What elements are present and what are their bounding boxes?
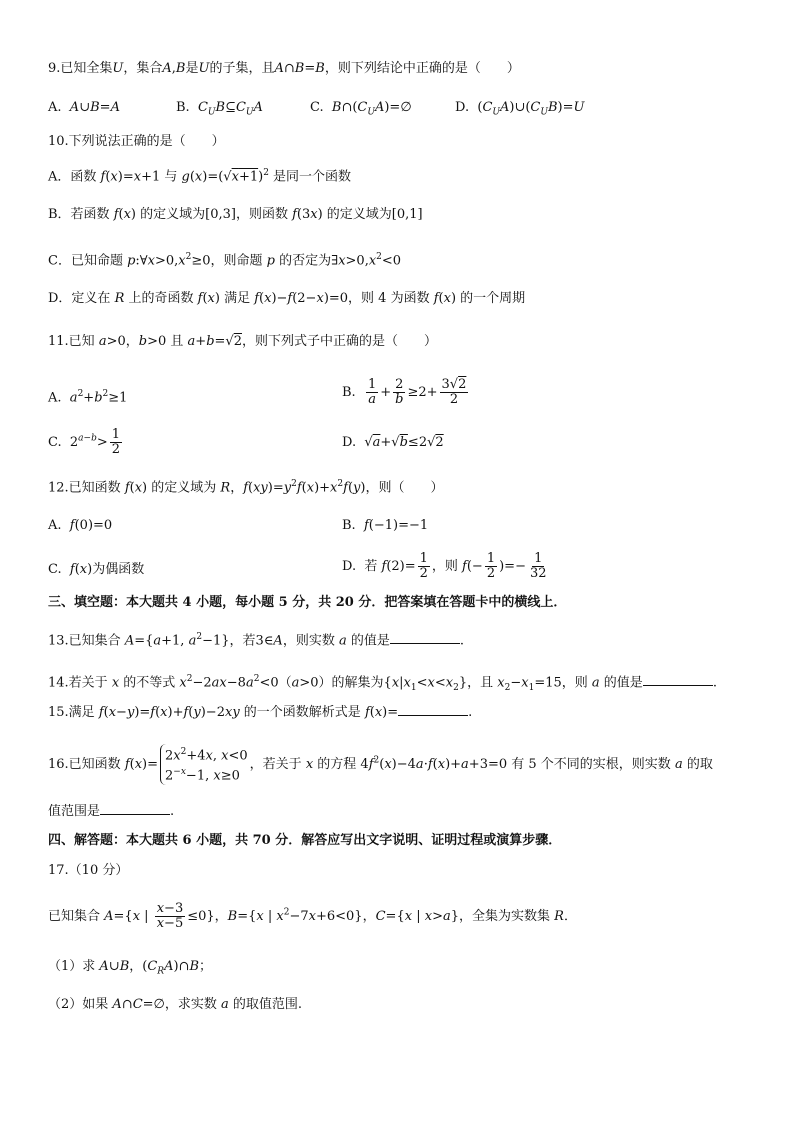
q12-option-c: C. f(x)为偶函数 [48,562,145,577]
q16-cont: 值范围是 . [48,804,175,819]
q17-part1: （1）求 A∪B，$(C_RA)\cap B$； [48,959,213,977]
q9-option-b: B. $C_UB⊆C_UA$ [176,100,263,118]
q11-option-a: A. $a^2+b^2\ge 1$ [48,389,128,406]
q12-option-b: B. f(−1)=−1 [342,518,429,533]
section-4-heading: 四、解答题：本大题共 6 小题，共 70 分．解答应写出文字说明、证明过程或演算步骤． [48,833,562,848]
q10-stem: 10.下列说法正确的是（ ） [48,134,225,149]
q14: 14.若关于 x 的不等式 $x^2-2ax-8a^2<0(a>0)$的解集为$\{x|x_1<x<x_2\}$，且 $x_2-x_1=15$，则 a 的值是 . [48,674,717,693]
q13: 13.已知集合 A={a+1, $a^2-1$}，若3∈A，则实数 a 的值是 . [48,632,464,649]
q12-option-a: A. f(0)=0 [48,518,113,533]
q17-part2: （2）如果 A∩C=∅，求实数 a 的取值范围. [48,997,303,1012]
q12-stem: 12.已知函数 f(x) 的定义域为 R，$f(xy)=y^2f(x)+x^2f(y)$，则（ ） [48,479,444,496]
q11-option-b: B. $\frac{1}{a}$ + $\frac{2}{b}$ ≥2+ $\frac{3√2}{2}$ [342,377,467,407]
q9-option-c: C. $B\cap(C_UA)=\emptyset$ [310,100,412,118]
q11-option-c: C. $2^{a-b}>$ $\frac{1}{2}$ [48,427,121,457]
q10-option-a: A．函数 f(x)=x+1 与 $g(x)=(√x+1)^2$ 是同一个函数 [48,168,352,185]
q11-option-d: D. √a+√b≤2√2 [342,435,444,450]
q11-stem: 11.已知 a>0，b>0 且 a+b=√2，则下列式子中正确的是（ ） [48,334,437,349]
q15: 15.满足 f(x−y)=f(x)+f(y)−2xy 的一个函数解析式是 f(x)= . [48,705,473,720]
q10-option-d: D．定义在 R 上的奇函数 f(x) 满足 f(x)−f(2−x)=0，则 4 为函数 f(x) 的一个周期 [48,291,526,306]
q10-option-c: C．已知命题 $p:\forall x>0,x^2\ge 0$，则命题 p 的否定为$\exists x>0,x^2<0$ [48,252,402,269]
q12-option-d: D. 若 f(2)= $\frac{1}{2}$ ，则 f(− $\frac{1}{2}$ )=− $\frac{1}{32}$ [342,551,547,581]
section-3-heading: 三、填空题：本大题共 4 小题，每小题 5 分，共 20 分．把答案填在答题卡中的横线上． [48,595,567,610]
q9-option-d: D. $(C_UA)\cup(C_UB)=U$ [455,100,585,118]
q17-head: 17.（10 分） [48,863,129,878]
q10-option-b: B．若函数 f(x) 的定义域为[0,3]，则函数 f(3x) 的定义域为[0,1] [48,207,423,222]
q9-option-a: A. A∪B=A [48,100,120,115]
q16-stem: 16.已知函数 f(x)= $2x^2+4x$, x<0 $2^{-x}-1$, x≥0 ，若关于 x 的方程 $4f^2(x)-4a\cdot f(x)+a+3=0$ 有 5 个不同的实根，则实数 a 的取 [48,744,713,785]
q17-stem: 已知集合 A={x | $\frac{x-3}{x-5}$ ≤0}，B={x | $x^2-7x+6<0$}，C={x | x>a}，全集为实数集 R． [48,901,577,931]
q9-stem: 9.已知全集U，集合A,B是U的子集，且A∩B=B，则下列结论中正确的是（ ） [48,61,520,76]
